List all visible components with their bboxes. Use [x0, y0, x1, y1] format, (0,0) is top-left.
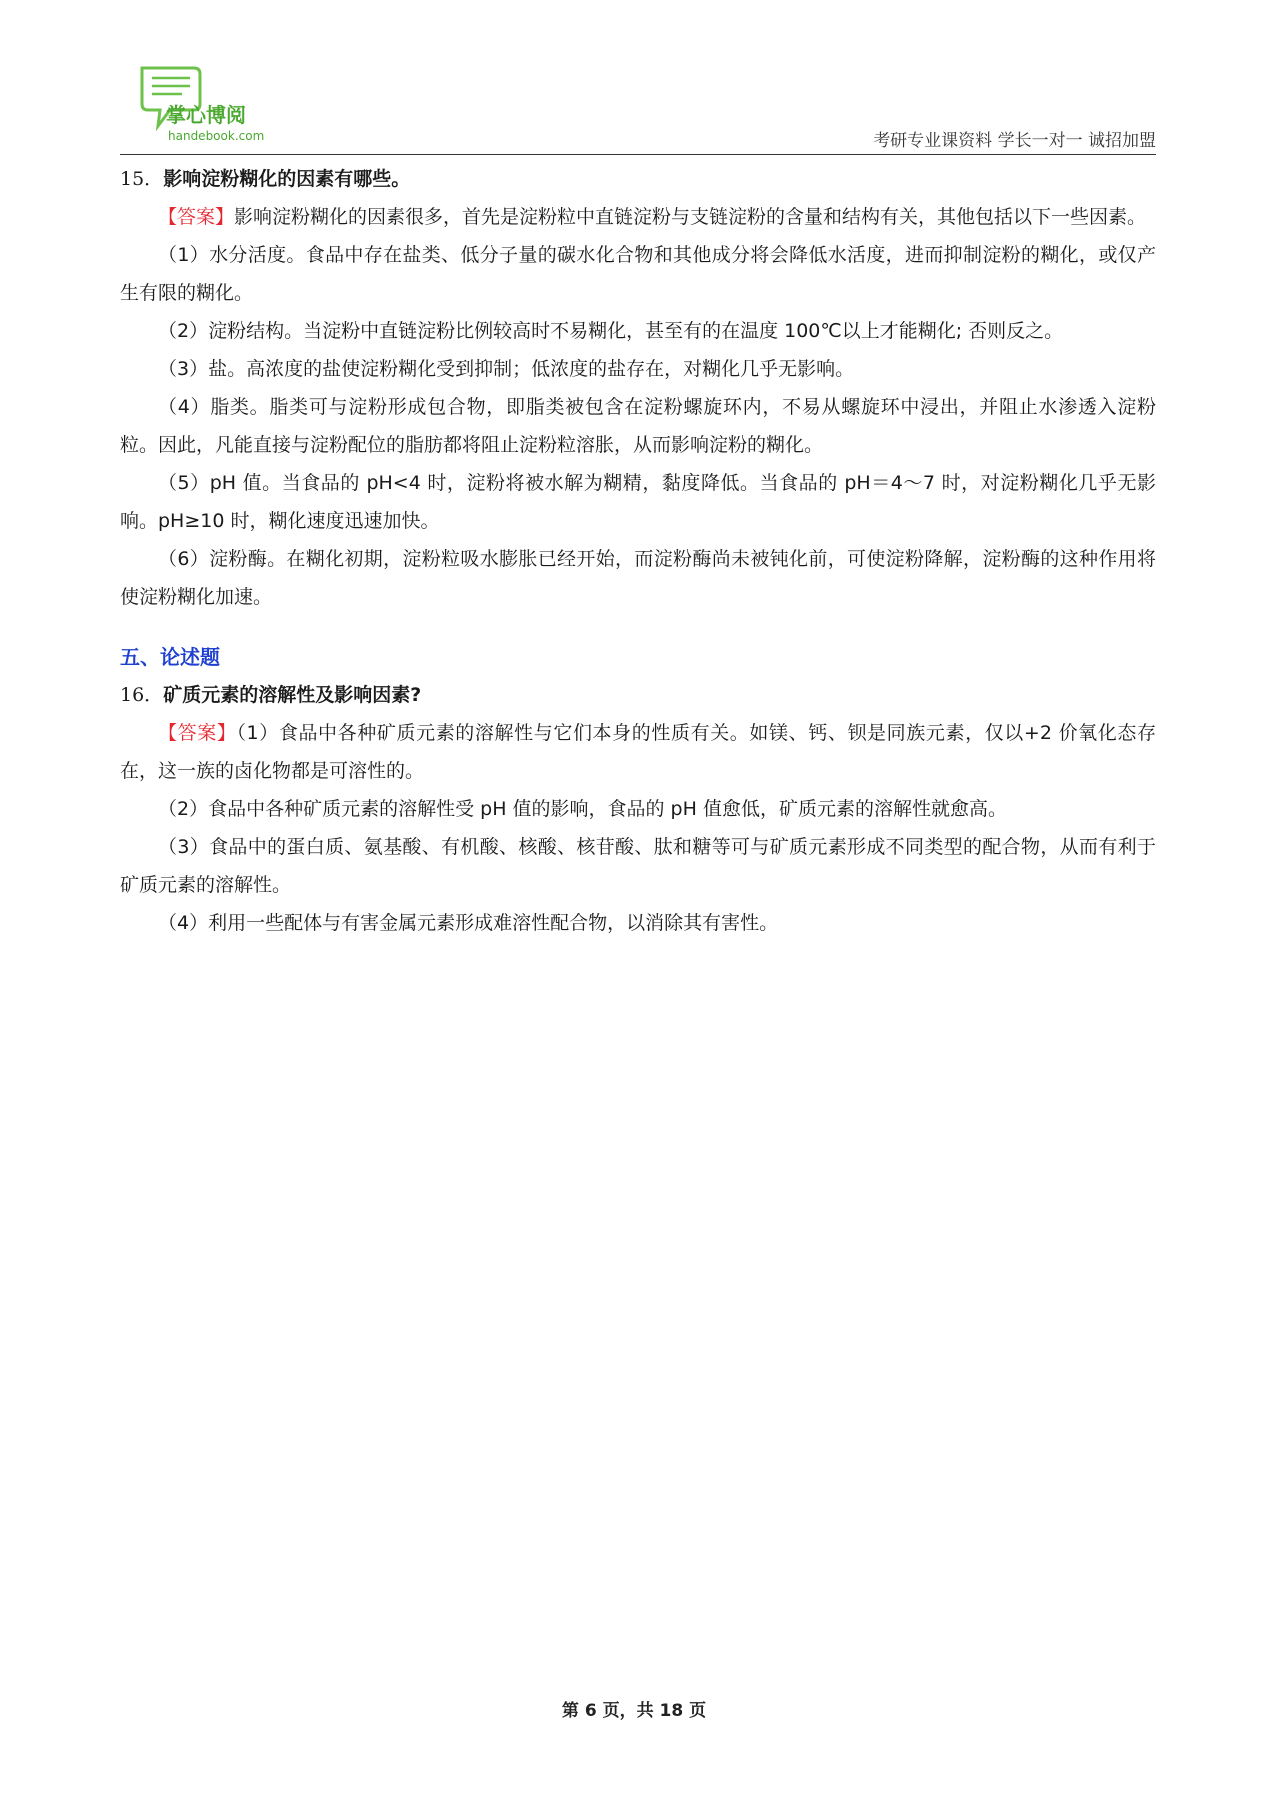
- answer-paragraph: [120, 714, 1156, 790]
- answer-paragraph: [120, 198, 1156, 236]
- answer-point: （2）淀粉结构。当淀粉中直链淀粉比例较高时不易糊化，甚至有的在温度 100℃以上才能糊化; 否则反之。: [158, 320, 1064, 342]
- header-slogan: 考研专业课资料 学长一对一 诚招加盟: [873, 131, 1156, 151]
- page-header: [120, 58, 1156, 155]
- question-number: 16．: [120, 684, 164, 706]
- answer-tag: 【答案】: [158, 206, 235, 228]
- page-number: 第 6 页，共 18 页: [561, 1701, 707, 1721]
- answer-point: （1）水分活度。食品中存在盐类、低分子量的碳水化合物和其他成分将会降低水活度，进而抑制淀粉的糊化，或仅产生有限的糊化。: [120, 244, 1156, 304]
- header-divider: [120, 154, 1156, 155]
- answer-point: （2）食品中各种矿质元素的溶解性受 pH 值的影响，食品的 pH 值愈低，矿质元素的溶解性就愈高。: [158, 798, 1007, 820]
- question-16: [120, 676, 1156, 714]
- answer-point: （4）脂类。脂类可与淀粉形成包合物，即脂类被包含在淀粉螺旋环内，不易从螺旋环中浸出，并阻止水渗透入淀粉粒。因此，凡能直接与淀粉配位的脂肪都将阻止淀粉粒溶胀，从而影响淀粉的糊化。: [120, 396, 1156, 456]
- answer-point: （5）pH 值。当食品的 pH<4 时，淀粉将被水解为糊精，黏度降低。当食品的 pH＝4～7 时，对淀粉糊化几乎无影响。pH≥10 时，糊化速度迅速加快。: [120, 472, 1156, 532]
- answer-point: （3）食品中的蛋白质、氨基酸、有机酸、核酸、核苷酸、肽和糖等可与矿质元素形成不同类型的配合物，从而有利于矿质元素的溶解性。: [120, 836, 1156, 896]
- logo-text: 掌心博阅: [166, 103, 246, 127]
- question-15: [120, 160, 1156, 198]
- logo-url-text: handebook.com: [168, 129, 265, 143]
- answer-text: （1）食品中各种矿质元素的溶解性与它们本身的性质有关。如镁、钙、钡是同族元素，仅以+2 价氧化态存在，这一族的卤化物都是可溶性的。: [120, 722, 1156, 782]
- logo-icon: [136, 64, 286, 154]
- section-heading: 五、论述题: [120, 645, 220, 669]
- answer-text: 影响淀粉糊化的因素很多，首先是淀粉粒中直链淀粉与支链淀粉的含量和结构有关，其他包括以下一些因素。: [234, 206, 1147, 228]
- answer-point: （6）淀粉酶。在糊化初期，淀粉粒吸水膨胀已经开始，而淀粉酶尚未被钝化前，可使淀粉降解，淀粉酶的这种作用将使淀粉糊化加速。: [120, 548, 1156, 608]
- answer-point: （3）盐。高浓度的盐使淀粉糊化受到抑制；低浓度的盐存在，对糊化几乎无影响。: [158, 358, 855, 380]
- question-title: 矿质元素的溶解性及影响因素?: [163, 684, 422, 706]
- page-content: [120, 160, 1156, 942]
- question-title: 影响淀粉糊化的因素有哪些。: [163, 168, 411, 190]
- answer-point: （4）利用一些配体与有害金属元素形成难溶性配合物，以消除其有害性。: [158, 912, 779, 934]
- question-number: 15．: [120, 168, 164, 190]
- answer-tag: 【答案】: [158, 722, 237, 744]
